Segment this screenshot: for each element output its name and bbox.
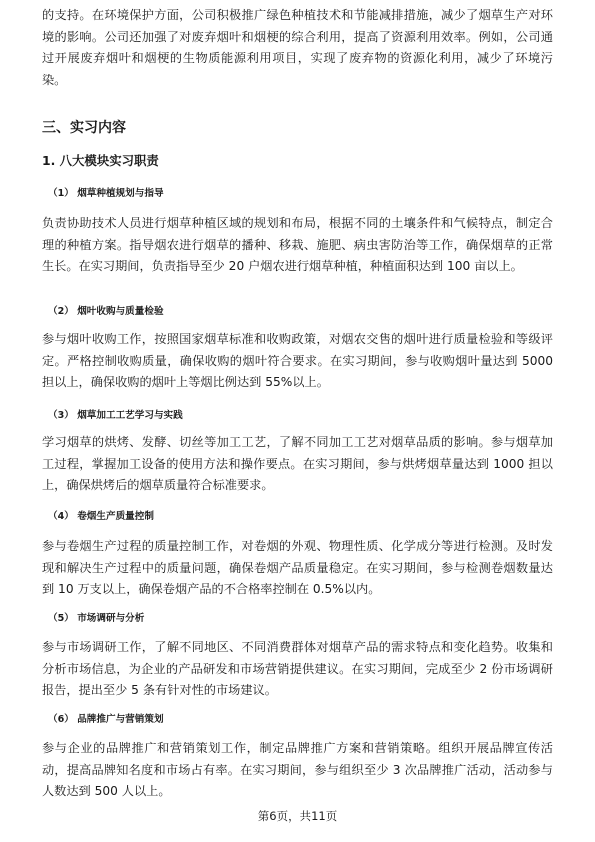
module-heading-6: （6） 品牌推广与营销策划 (48, 714, 164, 725)
module-body-2: 参与烟叶收购工作，按照国家烟草标准和收购政策，对烟农交售的烟叶进行质量检验和等级评定。严格控制收购质量，确保收购的烟叶符合要求。在实习期间，参与收购烟叶量达到 5000 担以上，确保收购的烟叶上等烟比例达到 55%以上。 (42, 332, 553, 389)
module-heading-2: （2） 烟叶收购与质量检验 (48, 306, 164, 317)
subsection-title: 1. 八大模块实习职责 (42, 153, 159, 168)
module-body-5: 参与市场调研工作，了解不同地区、不同消费群体对烟草产品的需求特点和变化趋势。收集和分析市场信息，为企业的产品研发和市场营销提供建议。在实习期间，完成至少 2 份市场调研报告，提出至少 5 条有针对性的市场建议。 (42, 640, 553, 697)
module-body-4: 参与卷烟生产过程的质量控制工作，对卷烟的外观、物理性质、化学成分等进行检测。及时发现和解决生产过程中的质量问题，确保卷烟产品质量稳定。在实习期间，参与检测卷烟数量达到 10 万支以上，确保卷烟产品的不合格率控制在 0.5%以内。 (42, 539, 553, 596)
intro-paragraph: 的支持。在环境保护方面，公司积极推广绿色种植技术和节能减排措施，减少了烟草生产对环境的影响。公司还加强了对废弃烟叶和烟梗的综合利用，提高了资源利用效率。例如，公司通过开展废弃烟叶和烟梗的生物质能源利用项目，实现了废弃物的资源化利用，减少了环境污染。 (42, 8, 553, 87)
section-title: 三、实习内容 (42, 120, 126, 136)
module-body-3: 学习烟草的烘烤、发酵、切丝等加工工艺，了解不同加工工艺对烟草品质的影响。参与烟草加工过程，掌握加工设备的使用方法和操作要点。在实习期间，参与烘烤烟草量达到 1000 担以上，确保烘烤后的烟草质量符合标准要求。 (42, 435, 553, 492)
module-body-6: 参与企业的品牌推广和营销策划工作，制定品牌推广方案和营销策略。组织开展品牌宣传活动，提高品牌知名度和市场占有率。在实习期间，参与组织至少 3 次品牌推广活动，活动参与人数达到 500 人以上。 (42, 741, 553, 798)
module-heading-3: （3） 烟草加工工艺学习与实践 (48, 410, 183, 421)
module-heading-4: （4） 卷烟生产质量控制 (48, 511, 154, 522)
module-body-1: 负责协助技术人员进行烟草种植区域的规划和布局，根据不同的土壤条件和气候特点，制定合理的种植方案。指导烟农进行烟草的播种、移栽、施肥、病虫害防治等工作，确保烟草的正常生长。在实习期间，负责指导至少 20 户烟农进行烟草种植，种植面积达到 100 亩以上。 (42, 216, 553, 273)
module-heading-1: （1） 烟草种植规划与指导 (48, 188, 164, 199)
module-heading-5: （5） 市场调研与分析 (48, 613, 145, 624)
page-footer: 第6页，共11页 (257, 809, 338, 823)
